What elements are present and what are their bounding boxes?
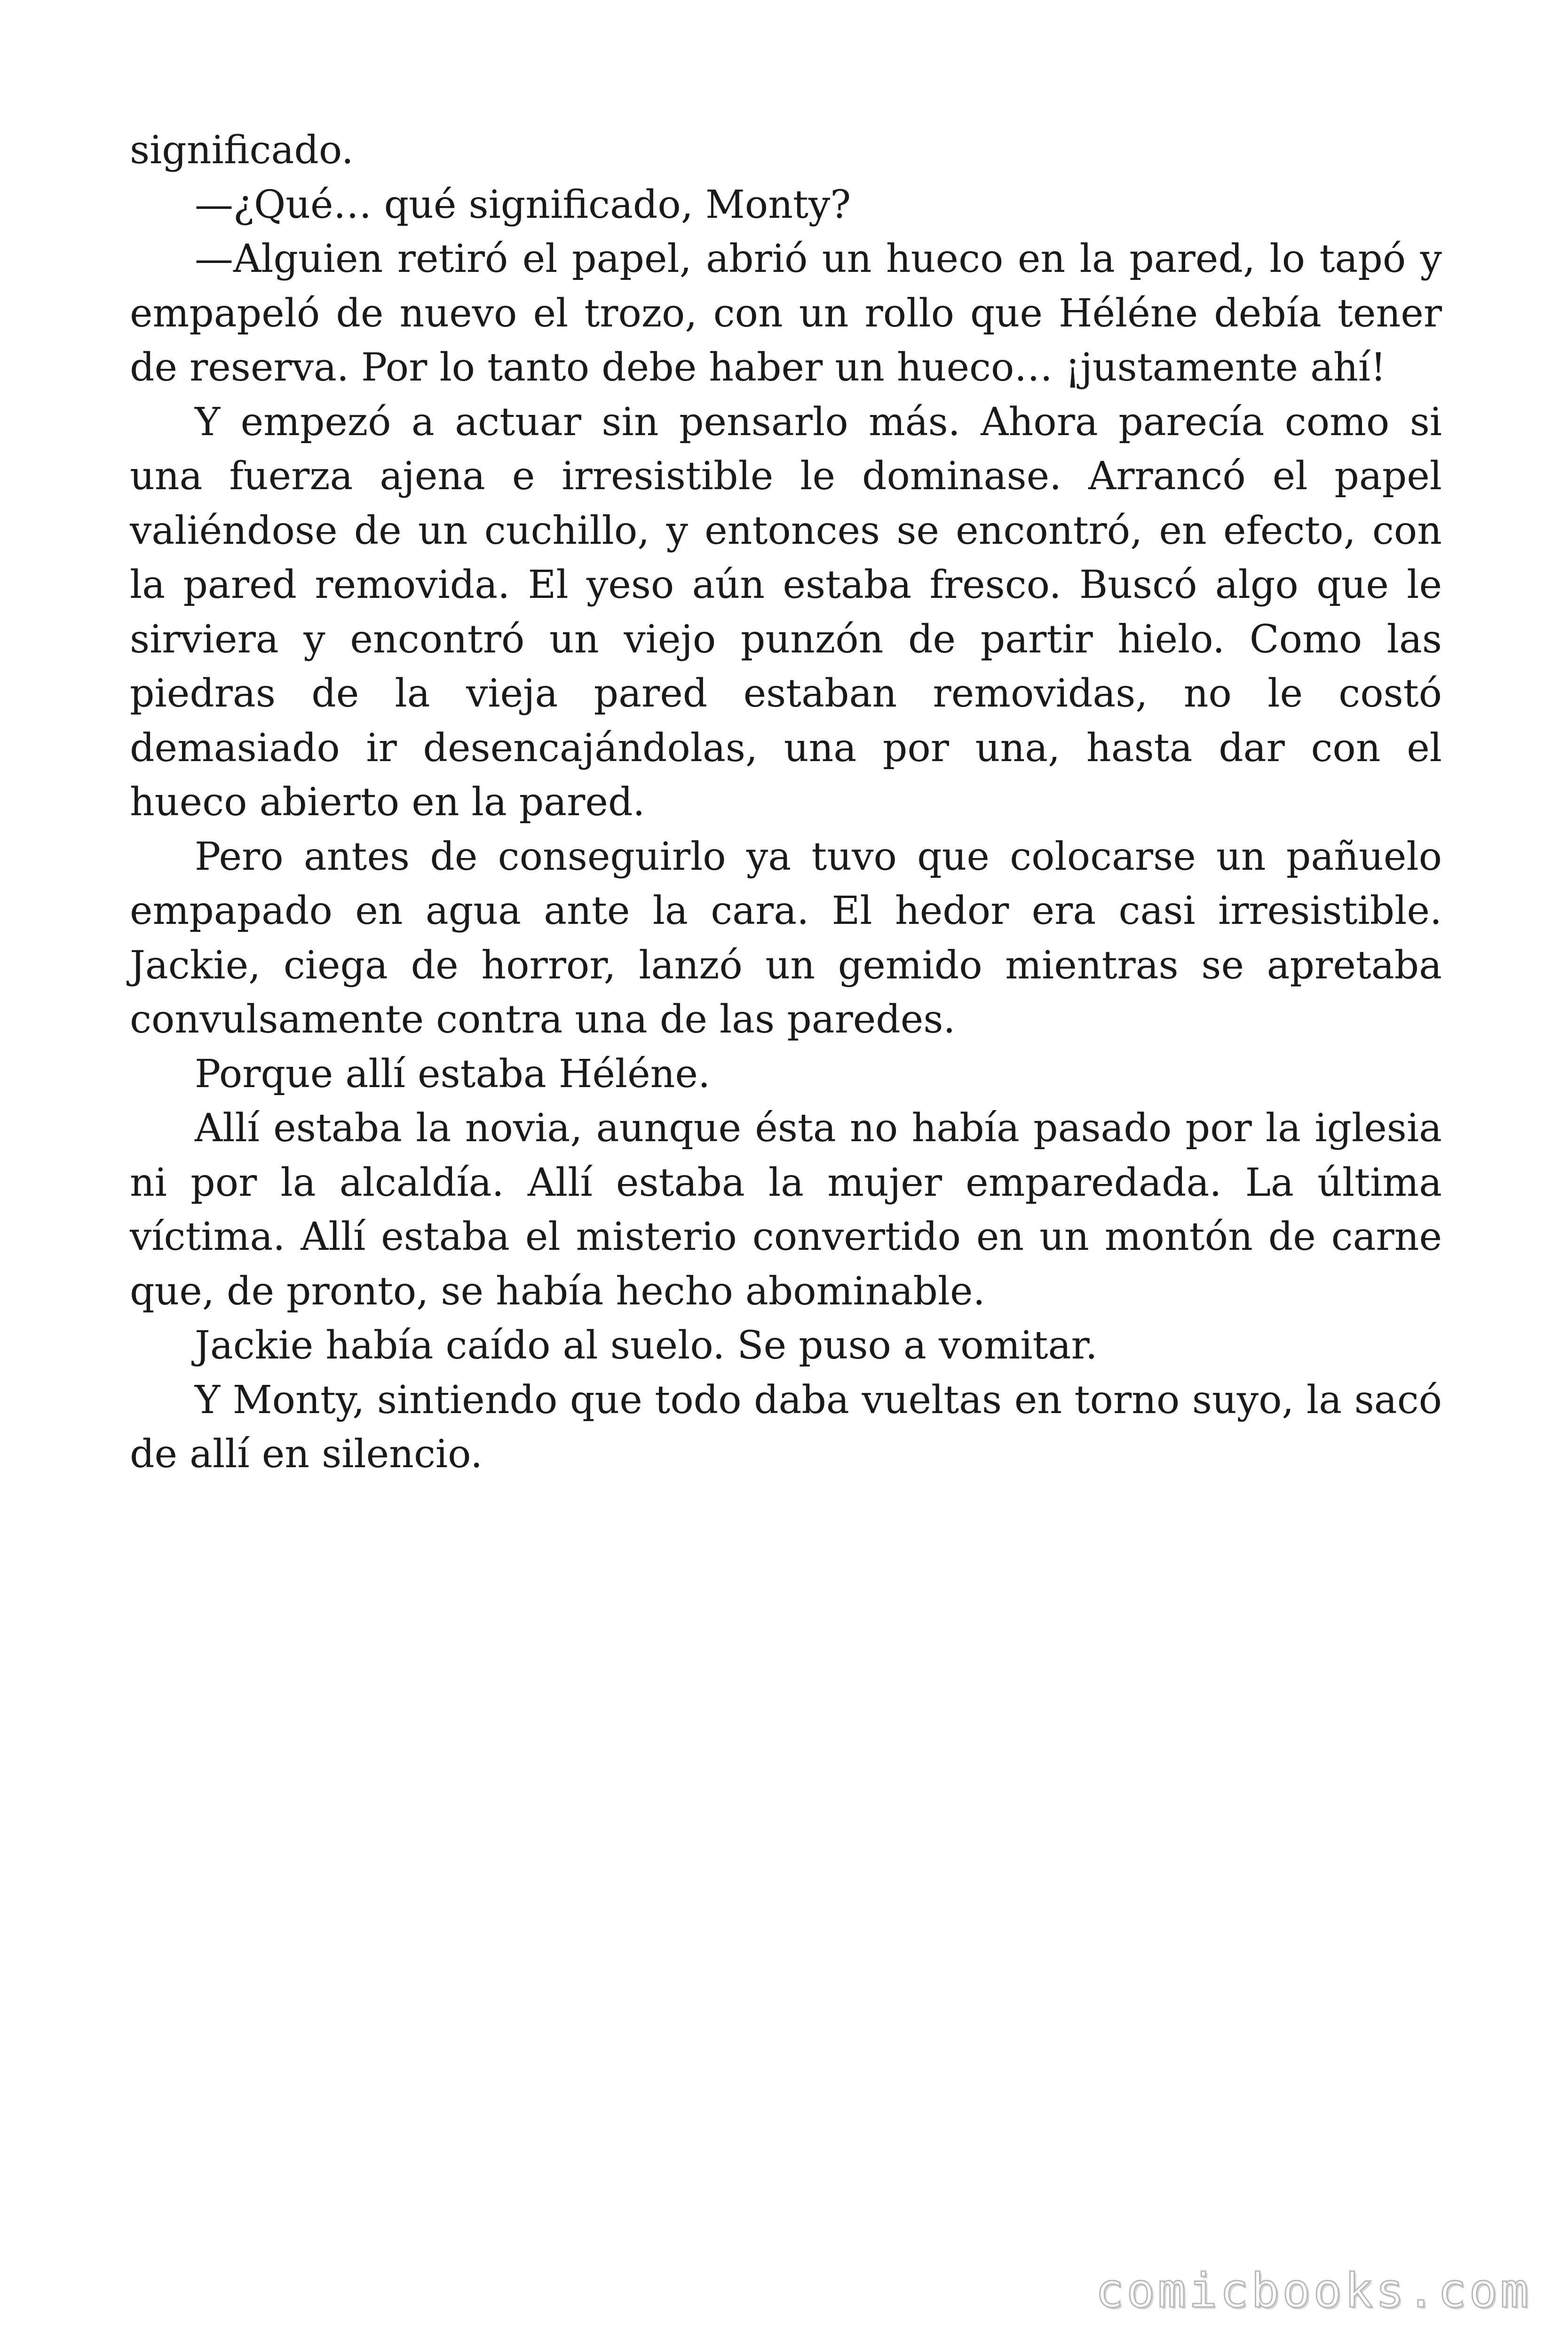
paragraph: —Alguien retiró el papel, abrió un hueco en la pared, lo tapó y empapeló de nuevo el trozo, con un rollo que Héléne debía tener de reserva. Por lo tanto debe haber un hueco… ¡justamente ahí!	[130, 237, 1442, 390]
body-text	[130, 123, 1442, 1482]
paragraph: Y Monty, sintiendo que todo daba vueltas en torno suyo, la sacó de allí en silencio.	[130, 1377, 1442, 1477]
paragraph: Porque allí estaba Héléne.	[195, 1051, 711, 1097]
paragraph: Allí estaba la novia, aunque ésta no había pasado por la iglesia ni por la alcaldía. Allí estaba la mujer emparedada. La última víctima. Allí estaba el misterio convertido en un montón de carne que, de pronto, se había hecho abominable.	[130, 1106, 1442, 1314]
paragraph: —¿Qué… qué significado, Monty?	[195, 182, 851, 227]
paragraph: Y empezó a actuar sin pensarlo más. Ahora parecía como si una fuerza ajena e irresistible le dominase. Arrancó el papel valiéndose de un cuchillo, y entonces se encontró, en efecto, con la pared removida. El yeso aún estaba fresco. Buscó algo que le sirviera y encontró un viejo punzón de partir hielo. Como las piedras de la vieja pared estaban removidas, no le costó demasiado ir desencajándolas, una por una, hasta dar con el hueco abierto en la pared.	[130, 399, 1442, 825]
paragraph: significado.	[130, 128, 354, 173]
watermark-text: comicbooks.com	[1095, 2263, 1531, 2318]
paragraph: Pero antes de conseguirlo ya tuvo que colocarse un pañuelo empapado en agua ante la cara. El hedor era casi irresistible. Jackie, ciega de horror, lanzó un gemido mientras se apretaba convulsamente contra una de las paredes.	[130, 834, 1442, 1042]
paragraph: Jackie había caído al suelo. Se puso a vomitar.	[195, 1323, 1098, 1368]
